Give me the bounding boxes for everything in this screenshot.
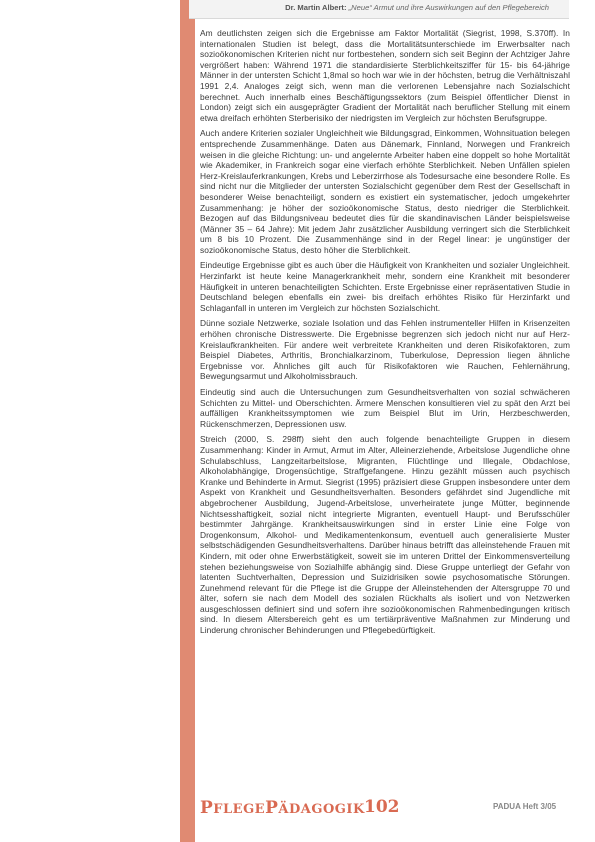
header-title: „Neue“ Armut und ihre Auswirkungen auf den Pflegebereich [348, 3, 549, 12]
header-author: Dr. Martin Albert: [285, 3, 347, 12]
running-header-text [285, 3, 549, 12]
logo-letter-1: P [200, 798, 214, 818]
paragraph-5: Eindeutig sind auch die Untersuchungen zum Gesundheitsverhalten von sozial schwächeren Schichten zu Mittel- und Oberschichten. Ärmere Menschen konsultieren viel zu spät den Arzt bei auffälligen Krankheitssymptomen wie zum Beispiel Blut im Urin, Herzbeschwerden, Rückenschmerzen, Depressionen usw. [200, 387, 570, 429]
paragraph-4: Dünne soziale Netzwerke, soziale Isolation und das Fehlen instrumenteller Hilfen in Krisenzeiten erhöhen chronische Distresswerte. Die Ergebnisse begrenzen sich jedoch nicht nur auf Herz-Kreislaufkrankheiten. Für andere weit verbreitete Krankheiten und deren Risikofaktoren, zum Beispiel Diabetes, Arthritis, Bronchialkarzinom, Tuberkulose, Depression liegen ähnliche Ergebnisse vor. Ähnliches gilt auch für Risikofaktoren wie Rauchen, Fehlernährung, Bewegungsarmut und Alkoholmissbrauch. [200, 318, 570, 382]
article-body [200, 28, 570, 641]
paragraph-3: Eindeutige Ergebnisse gibt es auch über die Häufigkeit von Krankheiten und sozialer Ungleichheit. Herzinfarkt ist heute keine Managerkrankheit mehr, sondern eine Krankheit mit besonderer Häufigkeit in unteren benachteiligten Schichten. Erste Ergebnisse einer repräsentativen Studie in Deutschland belegen ebenfalls ein zwei- bis dreifach erhöhtes Risiko für Herzinfarkt und Schlaganfall in unteren im Vergleich zur höchsten Sozialschicht. [200, 260, 570, 313]
page-number: 102 [364, 797, 400, 817]
paragraph-6: Streich (2000, S. 298ff) sieht den auch folgende benachteiligte Gruppen in diesem Zusammenhang: Kinder in Armut, Armut im Alter, Alleinerziehende, Arbeitslose Jugendliche ohne Schulabschluss, Langzeitarbeitslose, Migranten, Flüchtlinge und Illegale, Obdachlose, Alkoholabhängige, Drogensüchtige, Straffgefangene. Hinzu gezählt müssen auch psychisch Kranke und Behinderte in Armut. Siegrist (1995) präzisiert diese Gruppen insbesondere unter dem Aspekt von Krankheit und Gesundheitsverhalten. Besonders gefährdet sind Jugendliche mit abgebrochener Ausbildung, Jugend-Arbeitslose, unverheiratete junge Mütter, beginnende Nichtsesshaftigkeit, sozial nicht integrierte Migranten, eventuell Haupt- und Berufsschüler bestimmter Jahrgänge. Krankheitsauswirkungen sind in erster Linie eine Folge von Drogenkonsum, Alkohol- und Medikamentenkonsum, eventuell auch generalisierte Muster selbstschädigenden Gesundheitsverhaltens. Darüber hinaus betrifft das alleinstehende Frauen mit Kindern, mit oder ohne Erwerbstätigkeit, soweit sie im unteren Drittel der Einkommensverteilung stehen beziehungsweise von Sozialhilfe abhängig sind. Diese Gruppe unterliegt der Gefahr von latenten Suchtverhalten, Depression und Suizidrisiken sowie psychosomatische Störungen. Zunehmend relevant für die Pflege ist die Gruppe der Alleinstehenden der Altersgruppe 70 und älter, sofern sie nach dem Modell des sozialen Rückhalts als isoliert und von Netzwerken ausgeschlossen definiert sind und sofern ihre sozioökonomischen Rahmenbedingungen kritisch sind. In diesem Altersbereich geht es um tertiärpräventive Maßnahmen zur Minderung und Linderung chronischer Behinderungen und Pflegebedürftigkeit. [200, 434, 570, 636]
paragraph-1: Am deutlichsten zeigen sich die Ergebnisse am Faktor Mortalität (Siegrist, 1998, S.370ff). In internationalen Studien ist belegt, dass die Mortalitätsunterschiede im Erwerbsalter nach sozioökonomischen Kriterien nicht nur fortbestehen, sondern sich seit Beginn der Achtziger Jahre vergrößert haben: Während 1971 die standardisierte Sterblichkeitsziffer für 15- bis 64-jährige Männer in der untersten Schicht 1,8mal so hoch war wie in der höchsten, betrug die Verhältniszahl 1991 2,4. Analoges zeigt sich, wenn man die verlorenen Lebensjahre nach Sozialschicht berechnet. Auch innerhalb eines Beschäftigungssektors (zum Beispiel öffentlicher Dienst in London) zeigt sich ein ausgeprägter Gradient der Mortalität nach beruflicher Stellung mit einem etwa dreifach erhöhten Sterberisiko der niedrigsten im Vergleich zur höchsten Berufsgruppe. [200, 28, 570, 123]
logo-letter-2: P [265, 798, 279, 818]
logo-part-2: ÄDAGOGIK [278, 802, 365, 817]
paragraph-2: Auch andere Kriterien sozialer Ungleichheit wie Bildungsgrad, Einkommen, Wohnsituation belegen entsprechende Zusammenhänge. Daten aus Dänemark, Finnland, Norwegen und Frankreich weisen in die gleiche Richtung: un- und angelernte Arbeiter haben eine doppelt so hohe Mortalität wie Akademiker, in Frankreich sogar eine vierfach erhöhte Sterblichkeit. Neben Unfällen spielen Herz-Kreislauferkrankungen, Krebs und Leberzirrhose als Todesursache eine besondere Rolle. Es sind nicht nur die Mitglieder der untersten Sozialschicht gegenüber dem Rest der Gesellschaft in besonderer Weise benachteiligt, sondern es existiert ein systematischer, jedoch umgekehrter Zusammenhang: je höher der sozioökonomische Status, desto niedriger die Sterblichkeit. Bezogen auf das Bildungsniveau bedeutet dies für die skandinavischen Länder beispielsweise (Männer 35 – 64 Jahre): Mit jedem Jahr zusätzlicher Ausbildung verringert sich die Sterblichkeit um 8 bis 10 Prozent. Die Zusammenhänge sind in der Regel linear: je ungünstiger der sozioökonomische Status, desto höher die Sterblichkeit. [200, 128, 570, 255]
side-color-band [180, 0, 195, 842]
running-header [189, 0, 569, 19]
journal-logo [200, 798, 365, 818]
logo-part-1: FLEGE [213, 802, 266, 817]
issue-label: PADUA Heft 3/05 [493, 802, 557, 811]
